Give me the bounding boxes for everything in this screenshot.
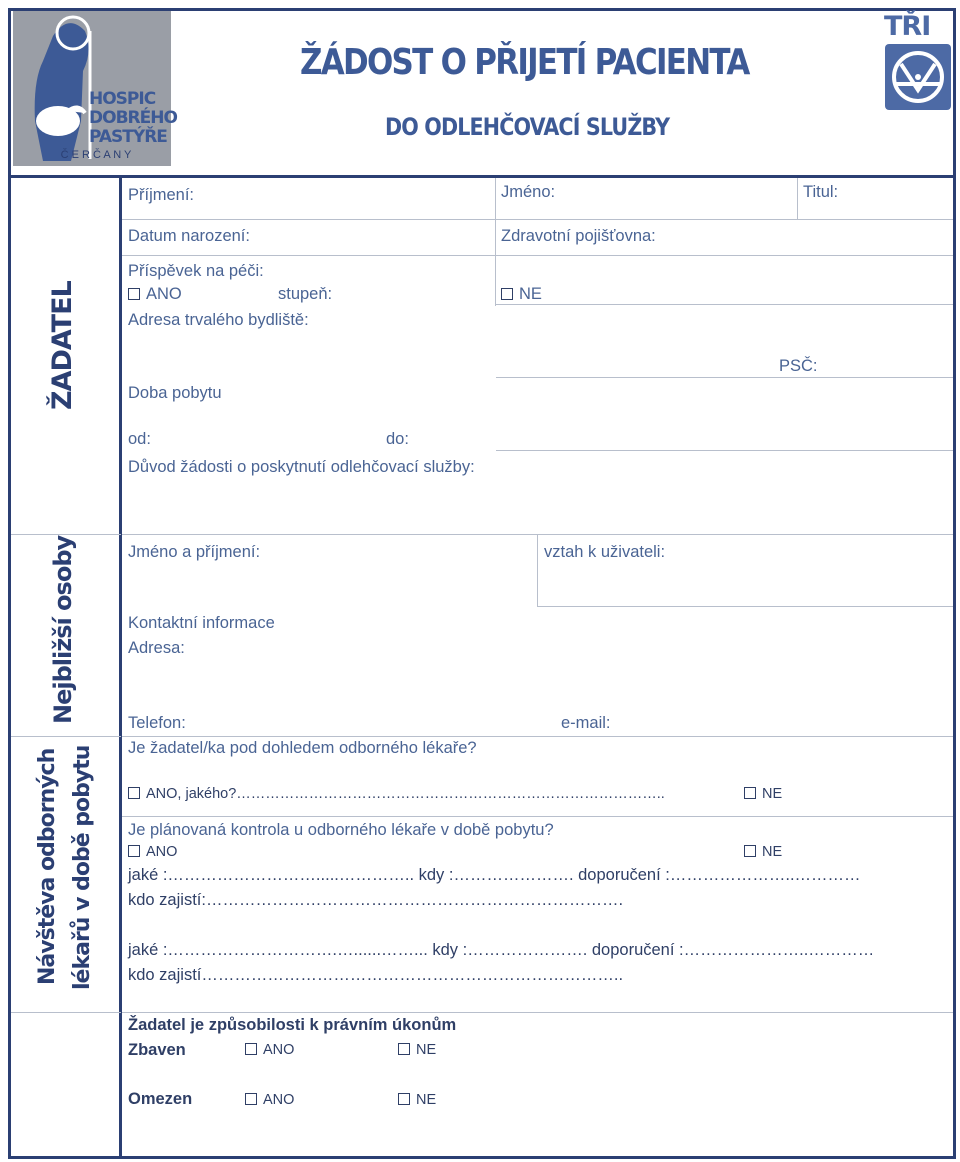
side-column-divider bbox=[119, 178, 122, 1156]
grid-line bbox=[122, 816, 953, 817]
deprived-yes-option[interactable] bbox=[245, 1042, 294, 1058]
checkup-row1-who[interactable]: kdo zajistí:…………………………………………………………………. bbox=[128, 891, 624, 909]
to-label: do: bbox=[386, 430, 409, 448]
logo-line2: DOBRÉHO bbox=[89, 108, 177, 128]
side-separator bbox=[11, 1012, 121, 1013]
limited-yes-text: ANO bbox=[263, 1092, 295, 1108]
section-visits-label-1: Návštěva odborných bbox=[35, 748, 60, 985]
from-label: od: bbox=[128, 430, 151, 448]
page-title: ŽÁDOST O PŘIJETÍ PACIENTA bbox=[300, 42, 749, 83]
grid-line bbox=[122, 1012, 953, 1013]
deprived-yes-checkbox[interactable] bbox=[245, 1043, 257, 1055]
degree-label: stupeň: bbox=[278, 285, 333, 303]
limited-no-option[interactable] bbox=[398, 1092, 436, 1108]
address-label: Adresa trvalého bydliště: bbox=[128, 311, 309, 329]
deprived-yes-text: ANO bbox=[263, 1042, 295, 1058]
email-label: e-mail: bbox=[561, 714, 611, 732]
logo-town: Č E R Č A N Y bbox=[60, 149, 132, 161]
phone-label: Telefon: bbox=[128, 714, 186, 732]
supervision-no-option[interactable] bbox=[744, 786, 782, 802]
deprived-label: Zbaven bbox=[128, 1041, 186, 1059]
legal-heading: Žadatel je způsobilosti k právním úkonům bbox=[128, 1016, 457, 1034]
supervision-no-text: NE bbox=[762, 786, 783, 802]
surname-label: Příjmení: bbox=[128, 186, 195, 204]
supervision-yes-option[interactable] bbox=[128, 786, 665, 802]
supervision-question: Je žadatel/ka pod dohledem odborného lékaře? bbox=[128, 739, 477, 757]
grid-line bbox=[122, 255, 953, 256]
allowance-label: Příspěvek na péči: bbox=[128, 262, 264, 280]
checkup-no-option[interactable] bbox=[744, 844, 782, 860]
allowance-yes-option[interactable] bbox=[128, 285, 182, 304]
nearest-address-label: Adresa: bbox=[128, 639, 185, 657]
relation-label: vztah k uživateli: bbox=[544, 543, 666, 561]
allowance-yes-checkbox[interactable] bbox=[128, 288, 140, 300]
grid-line bbox=[496, 377, 953, 378]
form-frame bbox=[8, 8, 956, 1159]
deprived-no-checkbox[interactable] bbox=[398, 1043, 410, 1055]
limited-label: Omezen bbox=[128, 1090, 193, 1108]
checkup-no-text: NE bbox=[762, 844, 783, 860]
grid-line bbox=[537, 534, 538, 607]
tri-logo-text: TŘI bbox=[884, 11, 931, 42]
allowance-no-checkbox[interactable] bbox=[501, 288, 513, 300]
name-label: Jméno: bbox=[501, 183, 556, 201]
deprived-no-text: NE bbox=[416, 1042, 437, 1058]
zip-label: PSČ: bbox=[779, 357, 818, 375]
title-label: Titul: bbox=[803, 183, 839, 201]
grid-line bbox=[495, 178, 496, 306]
checkup-row1-what[interactable]: jaké :……………………….....………….. kdy :…………………. doporučení :…………………..………… bbox=[128, 866, 861, 884]
deprived-no-option[interactable] bbox=[398, 1042, 436, 1058]
section-visits-label-2: lékařů v době pobytu bbox=[70, 745, 95, 990]
grid-line bbox=[797, 178, 798, 219]
contact-label: Kontaktní informace bbox=[128, 614, 275, 632]
limited-no-text: NE bbox=[416, 1092, 437, 1108]
checkup-row2-who[interactable]: kdo zajistí………………………………………………………………….. bbox=[128, 966, 624, 984]
grid-line bbox=[122, 219, 953, 220]
checkup-yes-option[interactable] bbox=[128, 844, 177, 860]
birth-date-label: Datum narození: bbox=[128, 227, 250, 245]
section-applicant-label: ŽADATEL bbox=[47, 281, 78, 410]
limited-no-checkbox[interactable] bbox=[398, 1093, 410, 1105]
page-subtitle: DO ODLEHČOVACÍ SLUŽBY bbox=[385, 113, 670, 141]
grid-line bbox=[496, 304, 953, 305]
limited-yes-option[interactable] bbox=[245, 1092, 294, 1108]
header-divider bbox=[8, 175, 956, 178]
insurer-label: Zdravotní pojišťovna: bbox=[501, 227, 656, 245]
allowance-no-option[interactable] bbox=[501, 285, 542, 304]
checkup-no-checkbox[interactable] bbox=[744, 845, 756, 857]
stay-label: Doba pobytu bbox=[128, 384, 222, 402]
allowance-no-text: NE bbox=[519, 285, 542, 303]
reason-label: Důvod žádosti o poskytnutí odlehčovací služby: bbox=[128, 458, 475, 476]
side-separator bbox=[11, 736, 121, 737]
allowance-yes-text: ANO bbox=[146, 285, 182, 303]
checkup-question: Je plánovaná kontrola u odborného lékaře v době pobytu? bbox=[128, 821, 554, 839]
grid-line bbox=[538, 606, 953, 607]
supervision-yes-checkbox[interactable] bbox=[128, 787, 140, 799]
hospice-logo bbox=[13, 11, 177, 166]
side-separator bbox=[11, 534, 121, 535]
logo-line3: PASTÝŘE bbox=[89, 127, 167, 147]
grid-line bbox=[122, 736, 953, 737]
checkup-row2-what[interactable]: jaké :………………………….…......……... kdy :…………………. doporučení :…………………..………… bbox=[128, 941, 875, 959]
nearest-name-label: Jméno a příjmení: bbox=[128, 543, 261, 561]
logo-line1: HOSPIC bbox=[89, 89, 156, 109]
supervision-no-checkbox[interactable] bbox=[744, 787, 756, 799]
limited-yes-checkbox[interactable] bbox=[245, 1093, 257, 1105]
tri-emblem-icon bbox=[885, 44, 951, 110]
supervision-yes-text: ANO, jakého?…………………………………………………………………………….. bbox=[146, 786, 665, 802]
checkup-yes-checkbox[interactable] bbox=[128, 845, 140, 857]
checkup-yes-text: ANO bbox=[146, 844, 178, 860]
section-nearest-label: Nejbližší osoby bbox=[49, 535, 77, 724]
grid-line bbox=[496, 450, 953, 451]
